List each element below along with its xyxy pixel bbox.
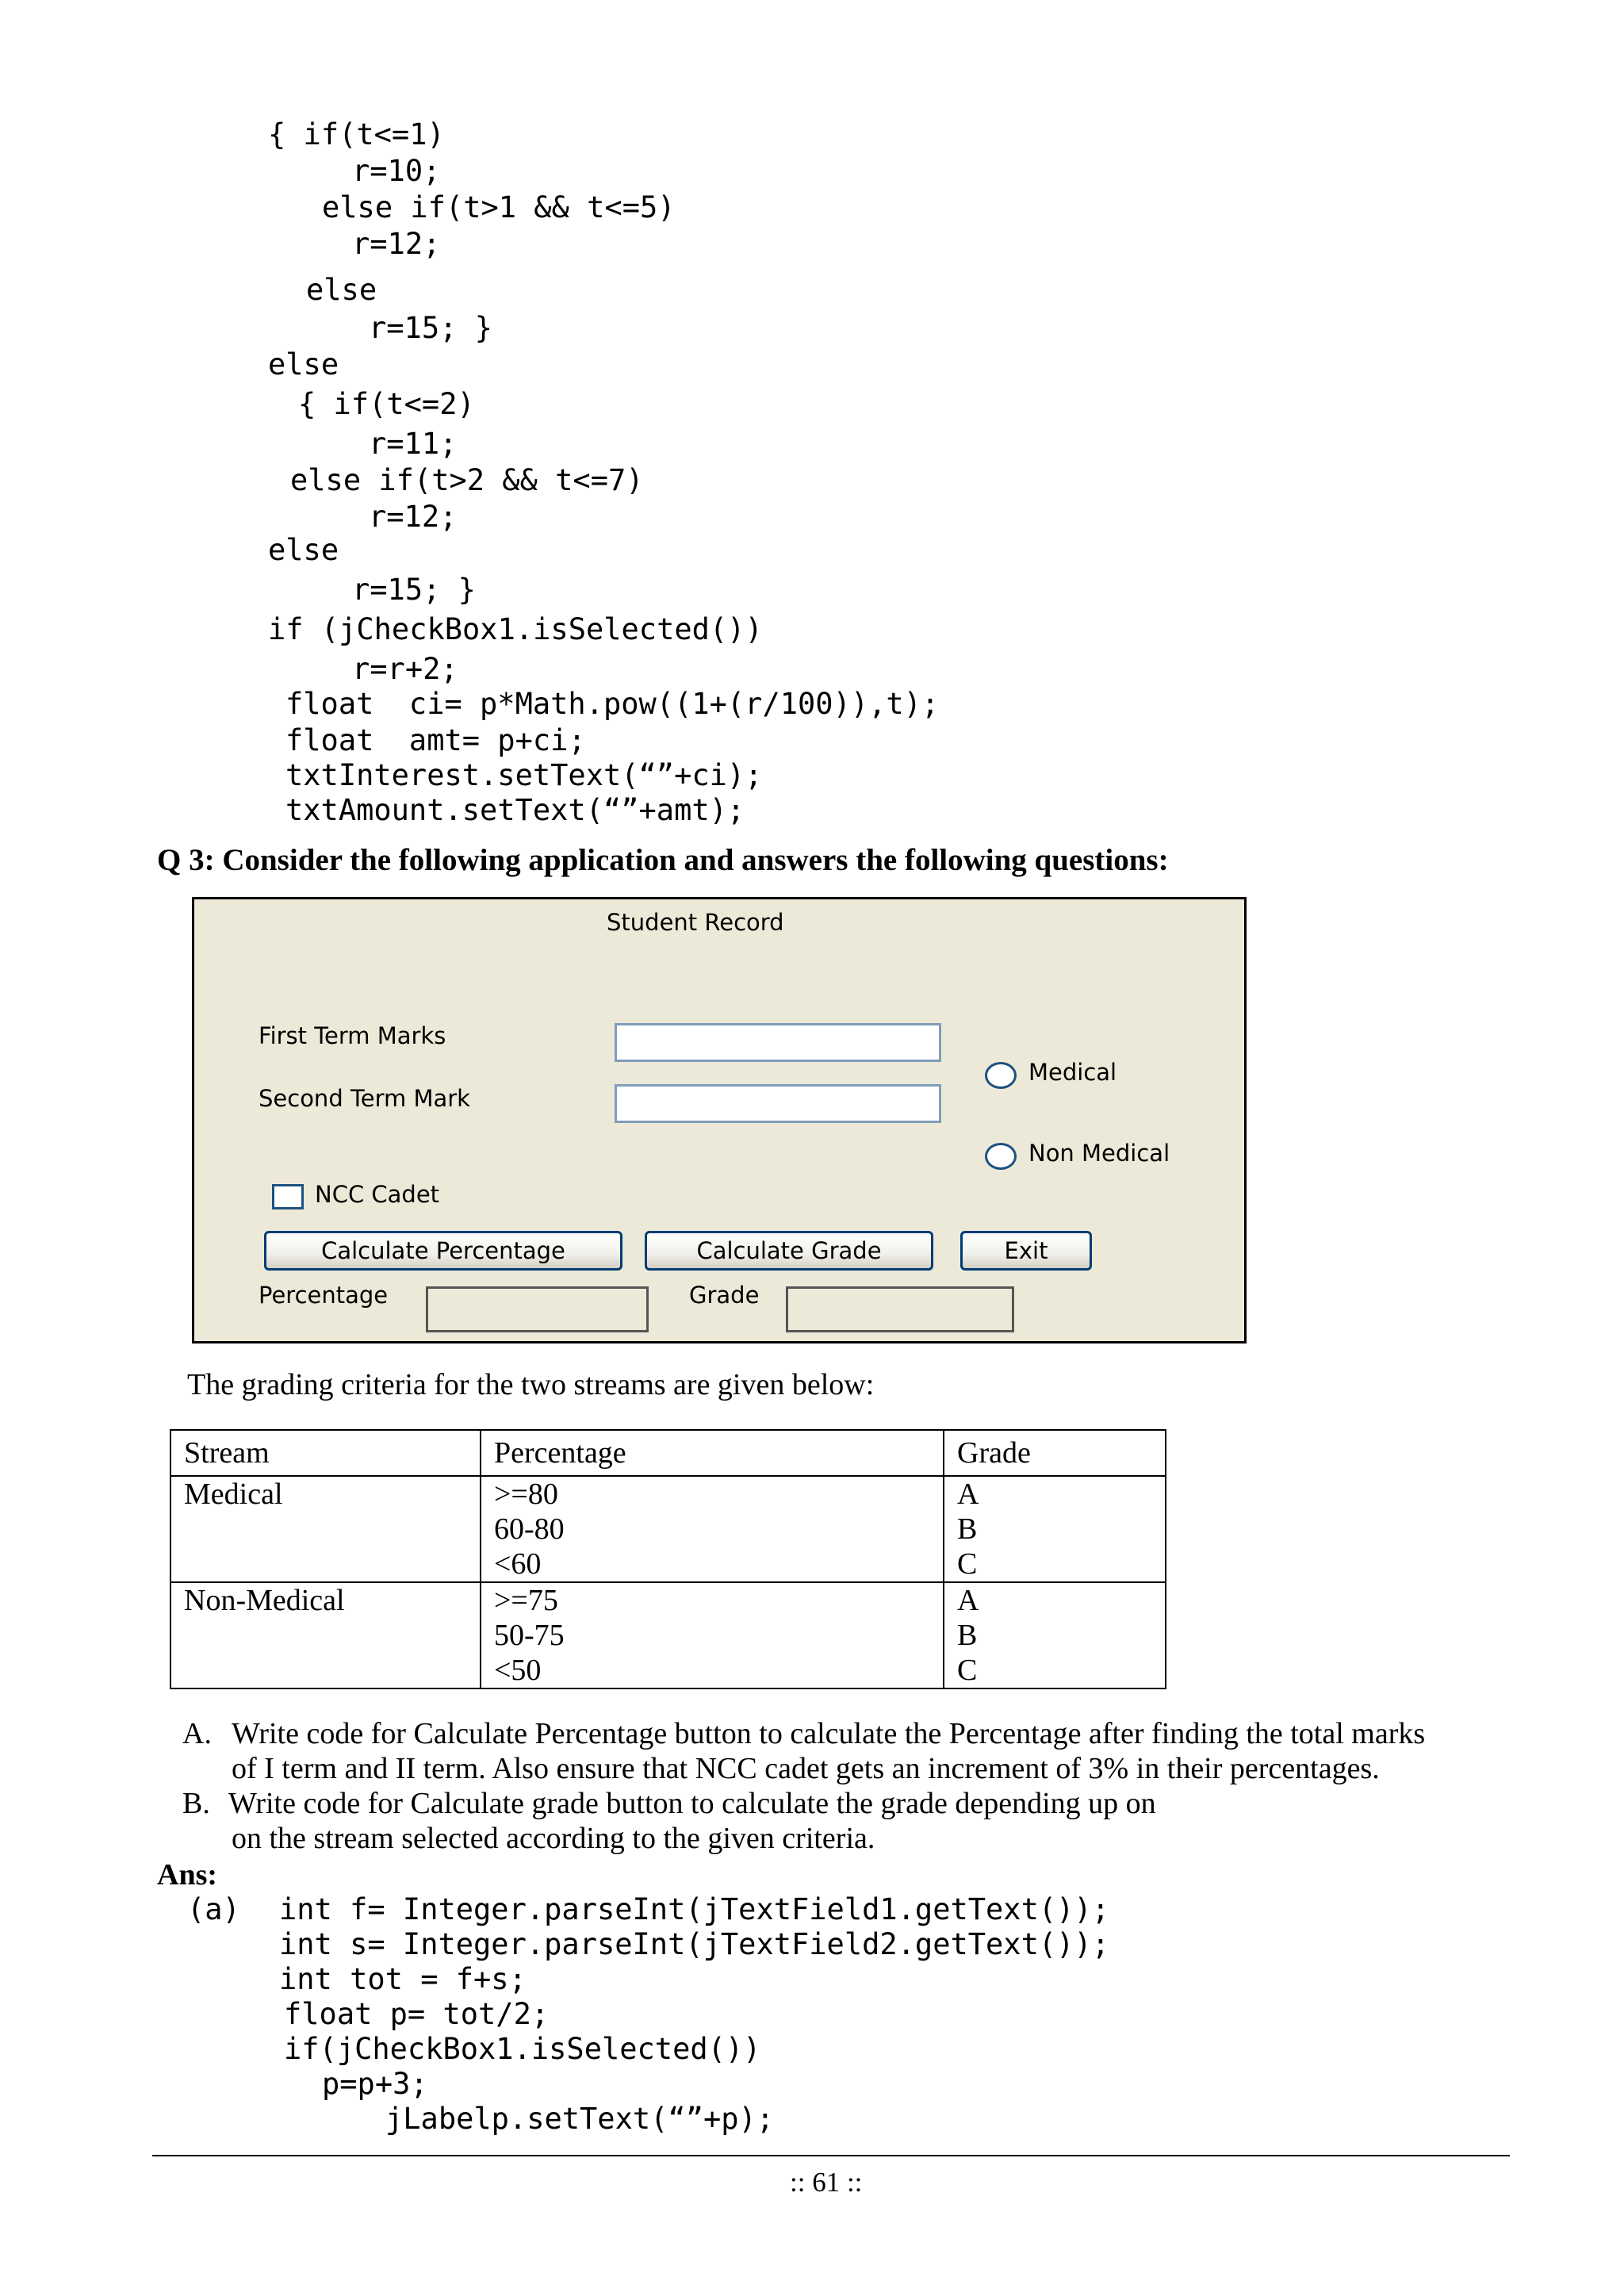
ncc-cadet-checkbox[interactable]: [272, 1184, 304, 1209]
code-line: else: [268, 533, 339, 567]
percentage-cell: >=80 60-80 <60: [481, 1476, 944, 1582]
ncc-cadet-label: NCC Cadet: [315, 1181, 440, 1208]
second-term-input[interactable]: [615, 1084, 941, 1123]
stream-cell: Medical: [170, 1476, 481, 1582]
code-line: { if(t<=1): [268, 117, 445, 151]
code-line: r=r+2;: [352, 652, 458, 686]
student-record-window: [192, 897, 1247, 1343]
non-medical-radio-label: Non Medical: [1028, 1140, 1170, 1167]
percentage-cell: >=75 50-75 <50: [481, 1582, 944, 1688]
task-a-line: Write code for Calculate Percentage button to calculate the Percentage after finding the total marks: [232, 1717, 1426, 1750]
grade-cell: A B C: [944, 1582, 1166, 1688]
first-term-input[interactable]: [615, 1023, 941, 1062]
grading-criteria-table: [170, 1429, 1166, 1689]
task-a-marker: A.: [182, 1717, 212, 1750]
percentage-label: Percentage: [259, 1282, 389, 1309]
medical-radio-label: Medical: [1028, 1059, 1117, 1086]
code-line: r=10;: [352, 154, 441, 188]
code-line: int f= Integer.parseInt(jTextField1.getText());: [279, 1892, 1109, 1926]
code-line: else: [268, 347, 339, 381]
page-number: :: 61 ::: [790, 2167, 863, 2198]
first-term-label: First Term Marks: [259, 1022, 446, 1049]
percentage-output: [426, 1286, 649, 1332]
code-line: int s= Integer.parseInt(jTextField2.getText());: [279, 1927, 1109, 1961]
footer-divider: [152, 2155, 1510, 2156]
answer-label: Ans:: [157, 1858, 218, 1892]
code-line: float p= tot/2;: [284, 1997, 550, 2031]
calculate-grade-button[interactable]: Calculate Grade: [645, 1231, 933, 1271]
code-line: float amt= p+ci;: [285, 723, 586, 757]
code-line: { if(t<=2): [298, 387, 475, 421]
task-b-line: Write code for Calculate grade button to calculate the grade depending up on: [228, 1787, 1156, 1820]
code-line: p=p+3;: [322, 2067, 428, 2101]
exit-button[interactable]: Exit: [960, 1231, 1092, 1271]
stream-cell: Non-Medical: [170, 1582, 481, 1688]
header-cell: Percentage: [481, 1430, 944, 1476]
answer-part-marker: (a): [187, 1892, 240, 1926]
code-line: jLabelp.setText(“”+p);: [385, 2102, 775, 2136]
header-cell: Stream: [170, 1430, 481, 1476]
code-line: r=15; }: [352, 573, 476, 607]
table-header-row: [170, 1430, 1166, 1476]
task-b-marker: B.: [182, 1787, 210, 1820]
grade-output: [786, 1286, 1014, 1332]
code-line: int tot = f+s;: [279, 1962, 527, 1996]
code-line: if (jCheckBox1.isSelected()): [268, 612, 763, 646]
code-line: txtAmount.setText(“”+amt);: [285, 793, 745, 827]
code-line: r=12;: [352, 227, 441, 261]
code-line: txtInterest.setText(“”+ci);: [285, 758, 763, 792]
header-cell: Grade: [944, 1430, 1166, 1476]
code-line: float ci= p*Math.pow((1+(r/100)),t);: [285, 687, 940, 721]
calculate-percentage-button[interactable]: Calculate Percentage: [264, 1231, 622, 1271]
task-a-line: of I term and II term. Also ensure that NCC cadet gets an increment of 3% in their percentages.: [232, 1752, 1380, 1785]
grade-cell: A B C: [944, 1476, 1166, 1582]
table-row: [170, 1476, 1166, 1582]
code-line: else: [306, 273, 377, 307]
code-line: else if(t>2 && t<=7): [290, 463, 644, 497]
task-b-line: on the stream selected according to the given criteria.: [232, 1822, 875, 1855]
code-line: r=15; }: [369, 311, 492, 345]
grading-intro: The grading criteria for the two streams are given below:: [187, 1368, 875, 1401]
code-line: if(jCheckBox1.isSelected()): [284, 2032, 761, 2066]
medical-radio[interactable]: [985, 1062, 1017, 1089]
second-term-label: Second Term Mark: [259, 1085, 470, 1112]
grade-label: Grade: [689, 1282, 760, 1309]
code-line: else if(t>1 && t<=5): [322, 190, 676, 224]
question-heading: Q 3: Consider the following application and answers the following questions:: [157, 843, 1169, 877]
window-title: Student Record: [607, 909, 784, 936]
non-medical-radio[interactable]: [985, 1143, 1017, 1170]
code-line: r=11;: [369, 427, 458, 461]
code-line: r=12;: [369, 500, 458, 534]
table-row: [170, 1582, 1166, 1688]
